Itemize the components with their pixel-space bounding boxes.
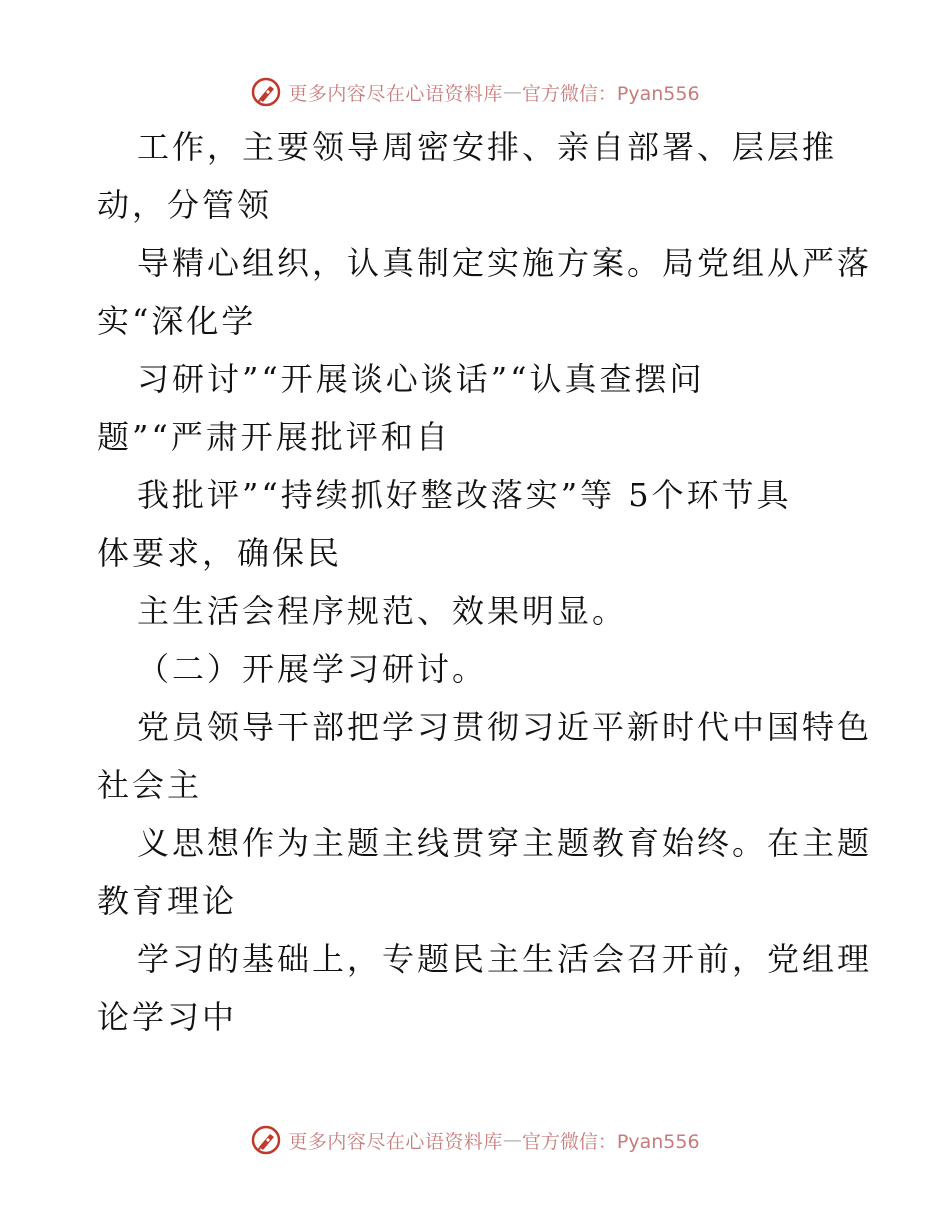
pen-nib-logo-icon xyxy=(250,1124,282,1156)
document-body xyxy=(97,118,887,1046)
text-line: 导精心组织，认真制定实施方案。局党组从严落 xyxy=(137,244,873,282)
text-line: 工作，主要领导周密安排、亲自部署、层层推 xyxy=(137,128,838,166)
section-heading: （二）开展学习研讨。 xyxy=(137,650,488,688)
watermark-text: 更多内容尽在心语资料库 xyxy=(288,82,503,105)
text-line: 社会主 xyxy=(97,766,203,804)
footer-watermark xyxy=(0,1120,950,1160)
pen-nib-logo-icon xyxy=(250,76,282,108)
watermark-separator: — xyxy=(502,1129,522,1151)
watermark-wechat: 官方微信：Pyan556 xyxy=(521,82,700,105)
text-line: 题”“严肃开展批评和自 xyxy=(97,418,451,456)
watermark-separator: — xyxy=(502,81,522,103)
text-line: 党员领导干部把学习贯彻习近平新时代中国特色 xyxy=(137,708,873,746)
text-line: 义思想作为主题主线贯穿主题教育始终。在主题 xyxy=(137,824,873,862)
text-line: 动，分管领 xyxy=(97,186,273,224)
watermark-wechat: 官方微信：Pyan556 xyxy=(521,1130,700,1153)
text-line: 体要求，确保民 xyxy=(97,534,343,572)
text-line: 主生活会程序规范、效果明显。 xyxy=(137,592,628,630)
text-line: 教育理论 xyxy=(97,882,238,920)
text-line: 我批评”“持续抓好整改落实”等 5个环节具 xyxy=(137,476,792,514)
text-line: 论学习中 xyxy=(97,998,238,1036)
header-watermark xyxy=(0,72,950,112)
text-line: 学习的基础上，专题民主生活会召开前，党组理 xyxy=(137,940,873,978)
text-line: 习研讨”“开展谈心谈话”“认真查摆问 xyxy=(137,360,705,398)
text-line: 实“深化学 xyxy=(97,302,257,340)
watermark-text: 更多内容尽在心语资料库 xyxy=(288,1130,503,1153)
